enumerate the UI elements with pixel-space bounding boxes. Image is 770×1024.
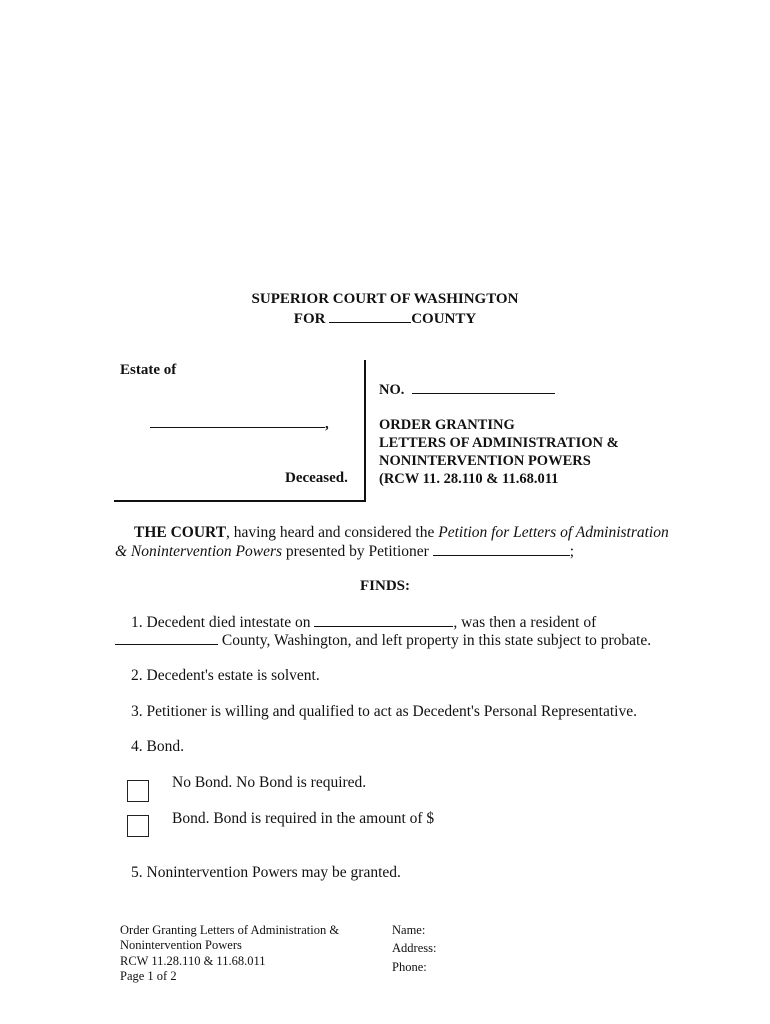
no-bond-label: No Bond. No Bond is required. [172, 774, 367, 791]
court-title: SUPERIOR COURT OF WASHINGTON [251, 291, 519, 307]
bond-required-label: Bond. Bond is required in the amount of $ [172, 810, 435, 827]
order-title-line-2: LETTERS OF ADMINISTRATION & [379, 435, 619, 451]
deceased-label: Deceased. [285, 470, 348, 486]
county-suffix: COUNTY [411, 311, 477, 327]
intro-text-1: , having heard and considered the [226, 524, 439, 541]
the-court: THE COURT [134, 524, 227, 541]
finding-1-line-1 [131, 613, 596, 632]
petition-title-cont: & Nonintervention Powers [115, 543, 283, 560]
footer-statute: RCW 11.28.110 & 11.68.011 [120, 954, 266, 968]
date-of-death-blank[interactable] [314, 613, 453, 627]
finding-1-line-2 [115, 631, 651, 650]
finding-1-text-a: 1. Decedent died intestate on [131, 614, 315, 631]
county-line [0, 309, 770, 328]
finding-2: 2. Decedent's estate is solvent. [131, 667, 320, 684]
footer-form-title-1: Order Granting Letters of Administration & [120, 923, 340, 937]
footer-name-label: Name: [392, 923, 426, 937]
for-prefix: FOR [293, 311, 326, 327]
intro-line-2 [115, 542, 574, 561]
estate-of-label: Estate of [120, 362, 177, 378]
petitioner-blank[interactable] [433, 542, 570, 556]
case-number-line [379, 380, 555, 399]
residence-county-blank[interactable] [115, 631, 218, 645]
intro-end: ; [569, 543, 575, 560]
finding-3: 3. Petitioner is willing and qualified to act as Decedent's Personal Representative. [131, 703, 637, 720]
decedent-name-blank[interactable] [150, 414, 325, 428]
order-title-line-3: NONINTERVENTION POWERS [379, 453, 591, 469]
name-comma: , [325, 416, 329, 432]
caption-horizontal-divider [114, 500, 366, 502]
caption-vertical-divider [364, 360, 366, 502]
order-title-line-1: ORDER GRANTING [379, 417, 515, 433]
intro-line-1 [134, 524, 669, 542]
county-blank[interactable] [329, 309, 411, 323]
bond-required-checkbox[interactable] [127, 815, 149, 837]
order-title-line-4: (RCW 11. 28.110 & 11.68.011 [379, 471, 559, 487]
footer-form-title-2: Nonintervention Powers [120, 938, 242, 952]
petition-title: Petition for Letters of Administration [438, 524, 669, 541]
finding-1-text-c: County, Washington, and left property in this state subject to probate. [218, 632, 652, 649]
case-number-label: NO. [379, 382, 405, 398]
finding-4: 4. Bond. [131, 738, 184, 755]
footer-page-number: Page 1 of 2 [120, 969, 177, 983]
finding-5: 5. Nonintervention Powers may be granted. [131, 864, 401, 881]
footer-phone-label: Phone: [392, 960, 427, 974]
no-bond-checkbox[interactable] [127, 780, 149, 802]
finds-heading: FINDS: [359, 578, 410, 594]
finding-1-text-b: , was then a resident of [453, 614, 597, 631]
case-number-blank[interactable] [412, 380, 555, 394]
decedent-name-line [150, 414, 329, 433]
intro-text-2: presented by Petitioner [282, 543, 433, 560]
footer-address-label: Address: [392, 941, 437, 955]
